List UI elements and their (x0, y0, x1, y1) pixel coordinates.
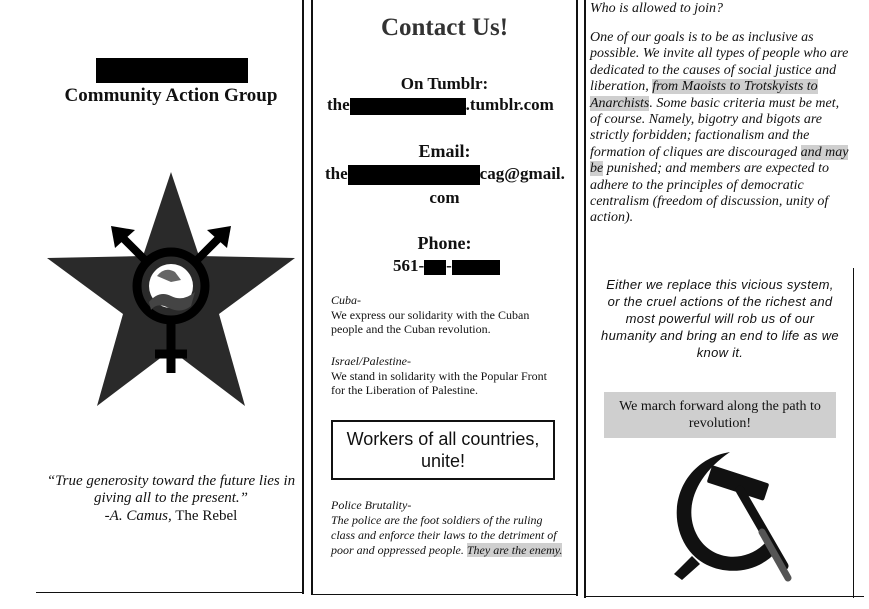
redacted-group-name (96, 58, 248, 83)
join-highlight-factions: from Maoists to Trotskyists to Anarchists (590, 79, 818, 111)
phone-number (393, 256, 576, 276)
tumblr-label: On Tumblr: (400, 74, 489, 93)
redacted-phone-part1 (424, 260, 446, 275)
join-highlight-punished: and may be (590, 144, 849, 177)
callout-quote: Either we replace this vicious system, or the cruel actions of the richest and most powerful will rob us of our humanity and bring an end to life as we know it. (601, 277, 839, 360)
redacted-tumblr-name (350, 98, 466, 115)
police-highlight: They are the enemy. (466, 543, 563, 557)
hammer-and-sickle-icon (658, 446, 798, 584)
phone-dash: - (446, 256, 452, 275)
redacted-phone-part2 (452, 260, 500, 275)
join-paragraph (590, 30, 852, 227)
redacted-email-name (348, 165, 480, 185)
join-question: Who is allowed to join? (590, 1, 723, 16)
police-heading: Police Brutality- (331, 498, 412, 512)
quote: “True generosity toward the future lies in giving all to the present.” (46, 473, 296, 506)
march-text: We march forward along the path to revolution! (619, 399, 821, 431)
cuba-heading: Cuba- (331, 293, 361, 307)
police-text (331, 513, 569, 558)
police-body: The police are the foot soldiers of the ruling class and enforce their laws to the detriment of poor and oppressed people. (331, 513, 557, 557)
cuba-text: We express our solidarity with the Cuban people and the Cuban revolution. (331, 308, 530, 336)
phone-prefix: 561- (393, 256, 425, 275)
march-box (604, 392, 836, 438)
left-panel-border (302, 0, 304, 594)
email-label: Email: (418, 141, 471, 161)
phone-label: Phone: (417, 233, 472, 253)
quote-attribution: -A. Camus, (104, 508, 172, 524)
quote-source: The Rebel (175, 508, 238, 524)
tumblr-suffix: .tumblr.com (465, 95, 554, 114)
left-panel (0, 0, 302, 609)
star-emblem-icon (45, 168, 297, 410)
middle-panel (313, 0, 576, 609)
tumblr-prefix: the (327, 95, 350, 114)
slogan: Workers of all countries, unite! (346, 429, 540, 471)
join-text-b: . Some basic criteria must be met, of course. Namely, bigotry and bigots are strictly forbidden; factionalism and the formation of cliques are discouraged (590, 95, 840, 160)
email-prefix: the (325, 164, 348, 183)
contact-title: Contact Us! (380, 14, 509, 41)
email-suffix-2: com (429, 188, 460, 207)
email-suffix: cag@gmail. (479, 164, 565, 183)
email-address (325, 164, 577, 185)
israel-heading: Israel/Palestine- (331, 354, 411, 368)
israel-text: We stand in solidarity with the Popular Front for the Liberation of Palestine. (331, 369, 548, 397)
middle-panel-right-border (576, 0, 578, 596)
org-name: Community Action Group (64, 85, 278, 106)
quote-attribution-line (46, 508, 296, 525)
join-text-a: One of our goals is to be as inclusive as possible. We invite all types of people who are dedicated to the causes of social justice and liberation, (590, 30, 849, 95)
join-text-c: punished; and members are expected to adhere to the principles of democratic centralism (freedom of discussion, unity of action). (590, 161, 829, 226)
tumblr-address (327, 95, 577, 115)
right-panel (586, 0, 869, 609)
slogan-box (331, 420, 555, 480)
